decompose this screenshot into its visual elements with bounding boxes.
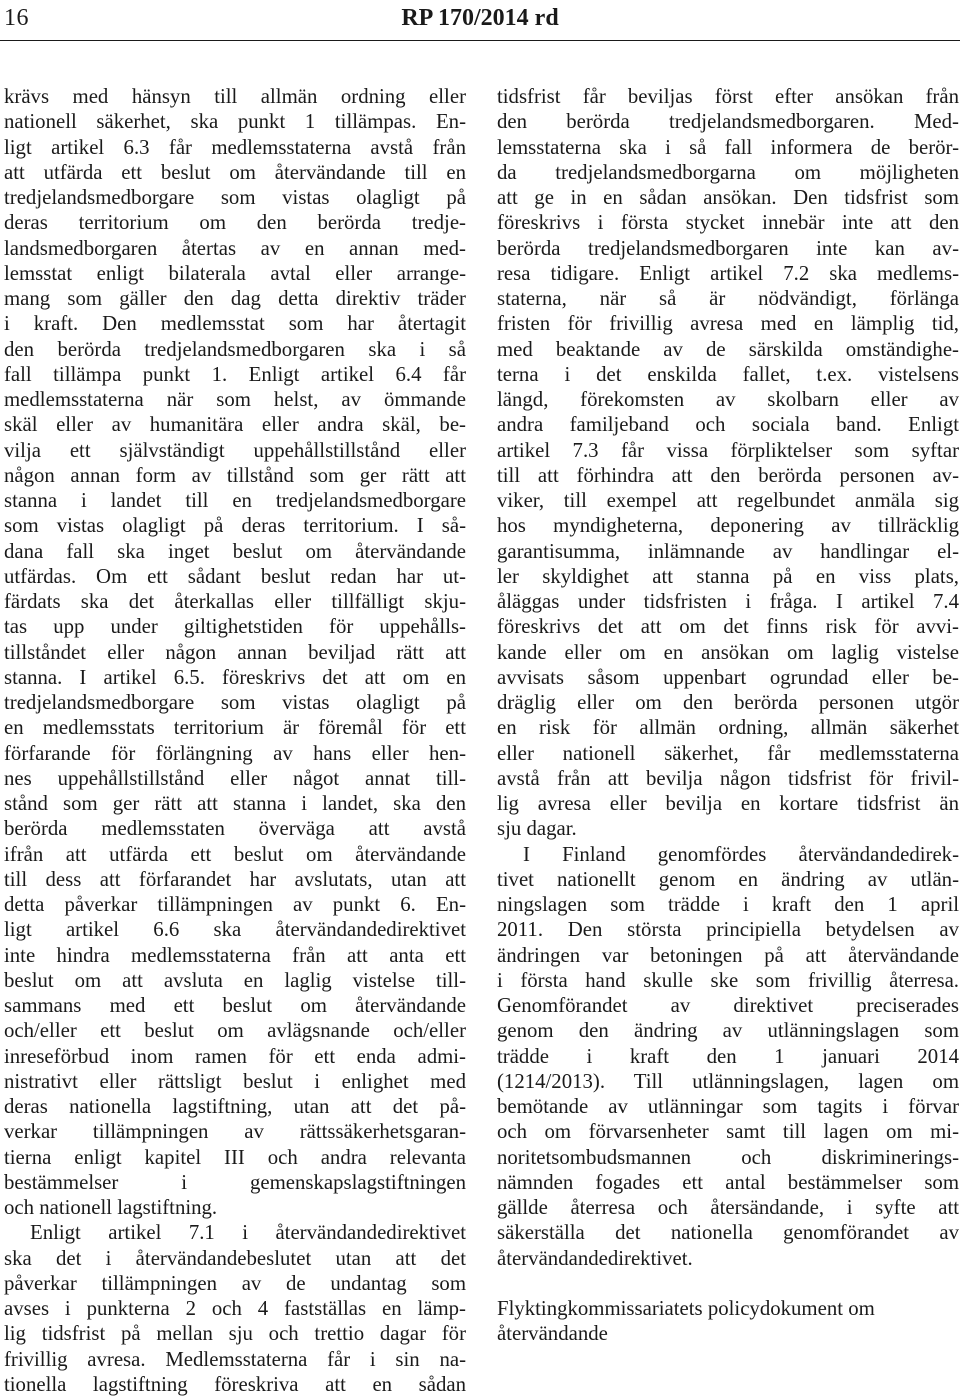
text-line: och nationell lagstiftning. — [4, 1196, 218, 1219]
text-line: avvisats såsom uppenbart ogrundad eller be- — [497, 665, 959, 689]
text-line: ligt artikel 6.6 ska återvändandedirektivet — [4, 918, 466, 942]
text-line: till dess att förfarandet har avslutats, utan att — [4, 867, 466, 891]
text-line: avstå från att bevilja någon tidsfrist för frivil- — [497, 766, 959, 790]
text-line: inreseförbud inom ramen för ett enda admi- — [4, 1044, 466, 1068]
text-line: Enligt artikel 7.1 i återvändandedirektivet — [30, 1221, 466, 1245]
text-line: andra familjeband och sociala band. Enligt — [497, 413, 959, 437]
text-line: föreskrivs i första stycket innebär inte att den — [497, 211, 959, 235]
page-header — [0, 0, 960, 40]
text-line: skäl eller av humanitära eller andra skäl, be- — [4, 413, 466, 437]
text-line: berörda medlemsstaten överväga att avstå — [4, 817, 466, 841]
left-paragraph-1 — [4, 84, 466, 1220]
text-line: staterna, när så är nödvändigt, förlänga — [497, 287, 959, 310]
text-line: återvändandedirektivet. — [497, 1246, 693, 1270]
text-line: lig avresa eller bevilja en kortare tidsfrist än — [497, 792, 959, 815]
text-line: resa tidigare. Enligt artikel 7.2 ska medlems- — [497, 261, 959, 285]
text-line: berörda tredjelandsmedborgaren inte kan av- — [497, 236, 959, 260]
text-line: genom den ändring av utlänningslagen som — [497, 1019, 959, 1043]
text-line: i första hand skulle ske som frivillig återresa. — [497, 968, 959, 992]
text-line: föreskrivs det att om det finns risk för avvi- — [497, 615, 959, 639]
text-line: stanna i landet till en tredjelandsmedborgare — [4, 489, 466, 512]
left-column — [4, 84, 466, 1397]
text-line: gällde återresa och återsändande, i syfte att — [497, 1196, 959, 1219]
text-line: nistrativt eller rättsligt beslut i enlighet med — [4, 1069, 466, 1093]
text-line: fall tillämpa punkt 1. Enligt artikel 6.4 får — [4, 362, 466, 386]
text-line: Genomförandet av direktivet preciserades — [497, 994, 959, 1017]
header-rule — [0, 40, 960, 41]
section-heading — [497, 1296, 959, 1347]
text-line: säkerställa det nationella genomförandet av — [497, 1221, 959, 1245]
text-line: tidsfrist får beviljas först efter ansökan från — [497, 85, 959, 108]
left-paragraph-2 — [4, 1220, 466, 1397]
text-line: påverkar tillämpningen av de undantag som — [4, 1271, 466, 1295]
text-line: färdats ska det återkallas eller tillfälligt skju- — [4, 590, 466, 613]
text-line: att utfärda ett beslut om återvändande till en — [4, 160, 466, 184]
text-line: mang som gäller den dag detta direktiv träder — [4, 287, 466, 310]
text-line: sammans med ett beslut om återvändande — [4, 994, 466, 1017]
text-line: tivet nationellt genom en ändring av utlän- — [497, 867, 959, 891]
right-column — [497, 84, 959, 1347]
text-line: lemsstaterna ska i så fall informera de berör- — [497, 135, 959, 159]
text-line: hos myndigheterna, deponering av tillräcklig — [497, 514, 959, 538]
text-line: lemsstat enligt bilaterala avtal eller arrange- — [4, 261, 466, 285]
text-line: ändringen var betoningen på att återvändande — [497, 943, 959, 967]
text-line: avses i punkterna 2 och 4 fastställas en lämp- — [4, 1297, 466, 1320]
text-line: eller nationell säkerhet, får medlemsstaterna — [497, 741, 959, 765]
text-line: åläggas under tidsfristen i fråga. I artikel 7.4 — [497, 590, 959, 613]
text-line: sju dagar. — [497, 817, 577, 841]
text-line: bestämmelser i gemenskapslagstiftningen — [4, 1170, 466, 1194]
right-paragraph-1 — [497, 84, 959, 842]
text-line: deras nationella lagstiftning, utan att det på- — [4, 1095, 466, 1118]
text-line: att ge in en sådan ansökan. Den tidsfrist som — [497, 186, 959, 209]
text-line: ningslagen som trädde i kraft den 1 april — [497, 893, 959, 916]
text-line: ligt artikel 6.3 får medlemsstaterna avstå från — [4, 135, 466, 159]
text-line: den berörda tredjelandsmedborgaren ska i så — [4, 337, 466, 361]
text-line: viker, till exempel att regelbundet anmäla sig — [497, 489, 959, 512]
document-id: RP 170/2014 rd — [401, 5, 559, 31]
text-line: utfärdas. Om ett sådant beslut redan har ut- — [4, 564, 466, 588]
right-paragraph-2 — [497, 842, 959, 1271]
text-line: förfarande för förlängning av hans eller hen- — [4, 741, 466, 765]
text-line: medlemsstaterna när som helst, av ömmande — [4, 388, 466, 411]
text-line: deras territorium om den berörda tredje- — [4, 211, 466, 235]
text-line: nes uppehållstillstånd eller något annat till- — [4, 766, 466, 790]
text-line: och om förvarsenheter samt till lagen om mi- — [497, 1120, 959, 1144]
text-line: lig tidsfrist på mellan sju och trettio dagar för — [4, 1322, 466, 1346]
text-line: med beaktande av de särskilda omständighe- — [497, 337, 959, 361]
text-line: någon annan form av tillstånd som ger rätt att — [4, 463, 466, 487]
text-line: som vistas olagligt på deras territorium. I så- — [4, 514, 466, 538]
text-line: 2011. Den största principiella betydelsen av — [497, 918, 959, 942]
text-line: beslut om att avsluta en laglig vistelse till- — [4, 968, 466, 992]
text-line: fristen för frivillig avresa med en lämplig tid, — [497, 312, 959, 336]
text-line: tredjelandsmedborgare som vistas olagligt på — [4, 691, 466, 714]
text-line: tillståndet eller någon annan beviljad rätt att — [4, 640, 466, 664]
text-line: kande eller om en ansökan om laglig vistelse — [497, 640, 959, 664]
page-number: 16 — [4, 5, 29, 31]
text-line: och/eller ett beslut om avlägsnande och/eller — [4, 1019, 466, 1043]
text-line: da tredjelandsmedborgarna om möjligheten — [497, 160, 959, 184]
text-line: en risk för allmän ordning, allmän säkerhet — [497, 716, 959, 740]
text-line: verkar tillämpningen av rättssäkerhetsgaran- — [4, 1120, 466, 1144]
text-line: detta påverkar tillämpningen av punkt 6. En- — [4, 893, 466, 916]
text-line: återvändande — [497, 1322, 608, 1346]
text-line: inte hindra medlemsstaterna från att anta ett — [4, 943, 466, 967]
text-line: tredjelandsmedborgare som vistas olagligt på — [4, 186, 466, 209]
text-line: ler skyldighet att stanna på en viss plats, — [497, 564, 959, 588]
text-line: terna i det enskilda fallet, t.ex. vistelsens — [497, 362, 959, 386]
text-line: stånd som ger rätt att stanna i landet, ska den — [4, 792, 466, 815]
text-line: stanna. I artikel 6.5. föreskrivs det att om en — [4, 665, 466, 689]
text-line: till att förhindra att den berörda personen av- — [497, 463, 959, 487]
text-line: trädde i kraft den 1 januari 2014 — [497, 1044, 959, 1068]
text-line: vilja ett självständigt uppehållstillstånd eller — [4, 438, 466, 462]
text-line: nämnden fogades ett antal bestämmelser som — [497, 1170, 959, 1194]
text-line: Flyktingkommissariatets policydokument om — [497, 1297, 875, 1320]
text-line: dana fall ska inget beslut om återvändande — [4, 539, 466, 563]
text-line: tas upp under giltighetstiden för uppehålls- — [4, 615, 466, 639]
text-line: garantisumma, inlämnande av handlingar el- — [497, 539, 959, 563]
text-line: längd, förekomsten av skolbarn eller av — [497, 388, 959, 411]
text-line: bemötande av utlänningar som tagits i förvar — [497, 1095, 959, 1118]
text-line: tierna enligt kapitel III och andra relevanta — [4, 1145, 466, 1169]
text-line: tionella lagstiftning föreskriva att en sådan — [4, 1372, 466, 1396]
text-line: (1214/2013). Till utlänningslagen, lagen om — [497, 1069, 959, 1093]
text-line: i kraft. Den medlemsstat som har återtagit — [4, 312, 466, 336]
text-line: krävs med hänsyn till allmän ordning eller — [4, 85, 466, 108]
text-line: ifrån att utfärda ett beslut om återvändande — [4, 842, 466, 866]
text-line: landsmedborgaren återtas av en annan med- — [4, 236, 466, 260]
text-line: frivillig avresa. Medlemsstaterna får i sin na- — [4, 1347, 466, 1371]
text-line: nationell säkerhet, ska punkt 1 tillämpas. En- — [4, 110, 466, 134]
text-line: dräglig eller om den berörda personen utgör — [497, 691, 959, 714]
text-line: den berörda tredjelandsmedborgaren. Med- — [497, 110, 959, 134]
text-line: noritetsombudsmannen och diskriminerings- — [497, 1145, 959, 1169]
text-line: I Finland genomfördes återvändandedirek- — [523, 842, 959, 866]
text-line: artikel 7.3 får vissa förpliktelser som syftar — [497, 438, 959, 462]
text-line: en medlemsstats territorium är föremål för ett — [4, 716, 466, 740]
section-gap — [497, 1271, 959, 1296]
text-line: ska det i återvändandebeslutet utan att det — [4, 1246, 466, 1270]
